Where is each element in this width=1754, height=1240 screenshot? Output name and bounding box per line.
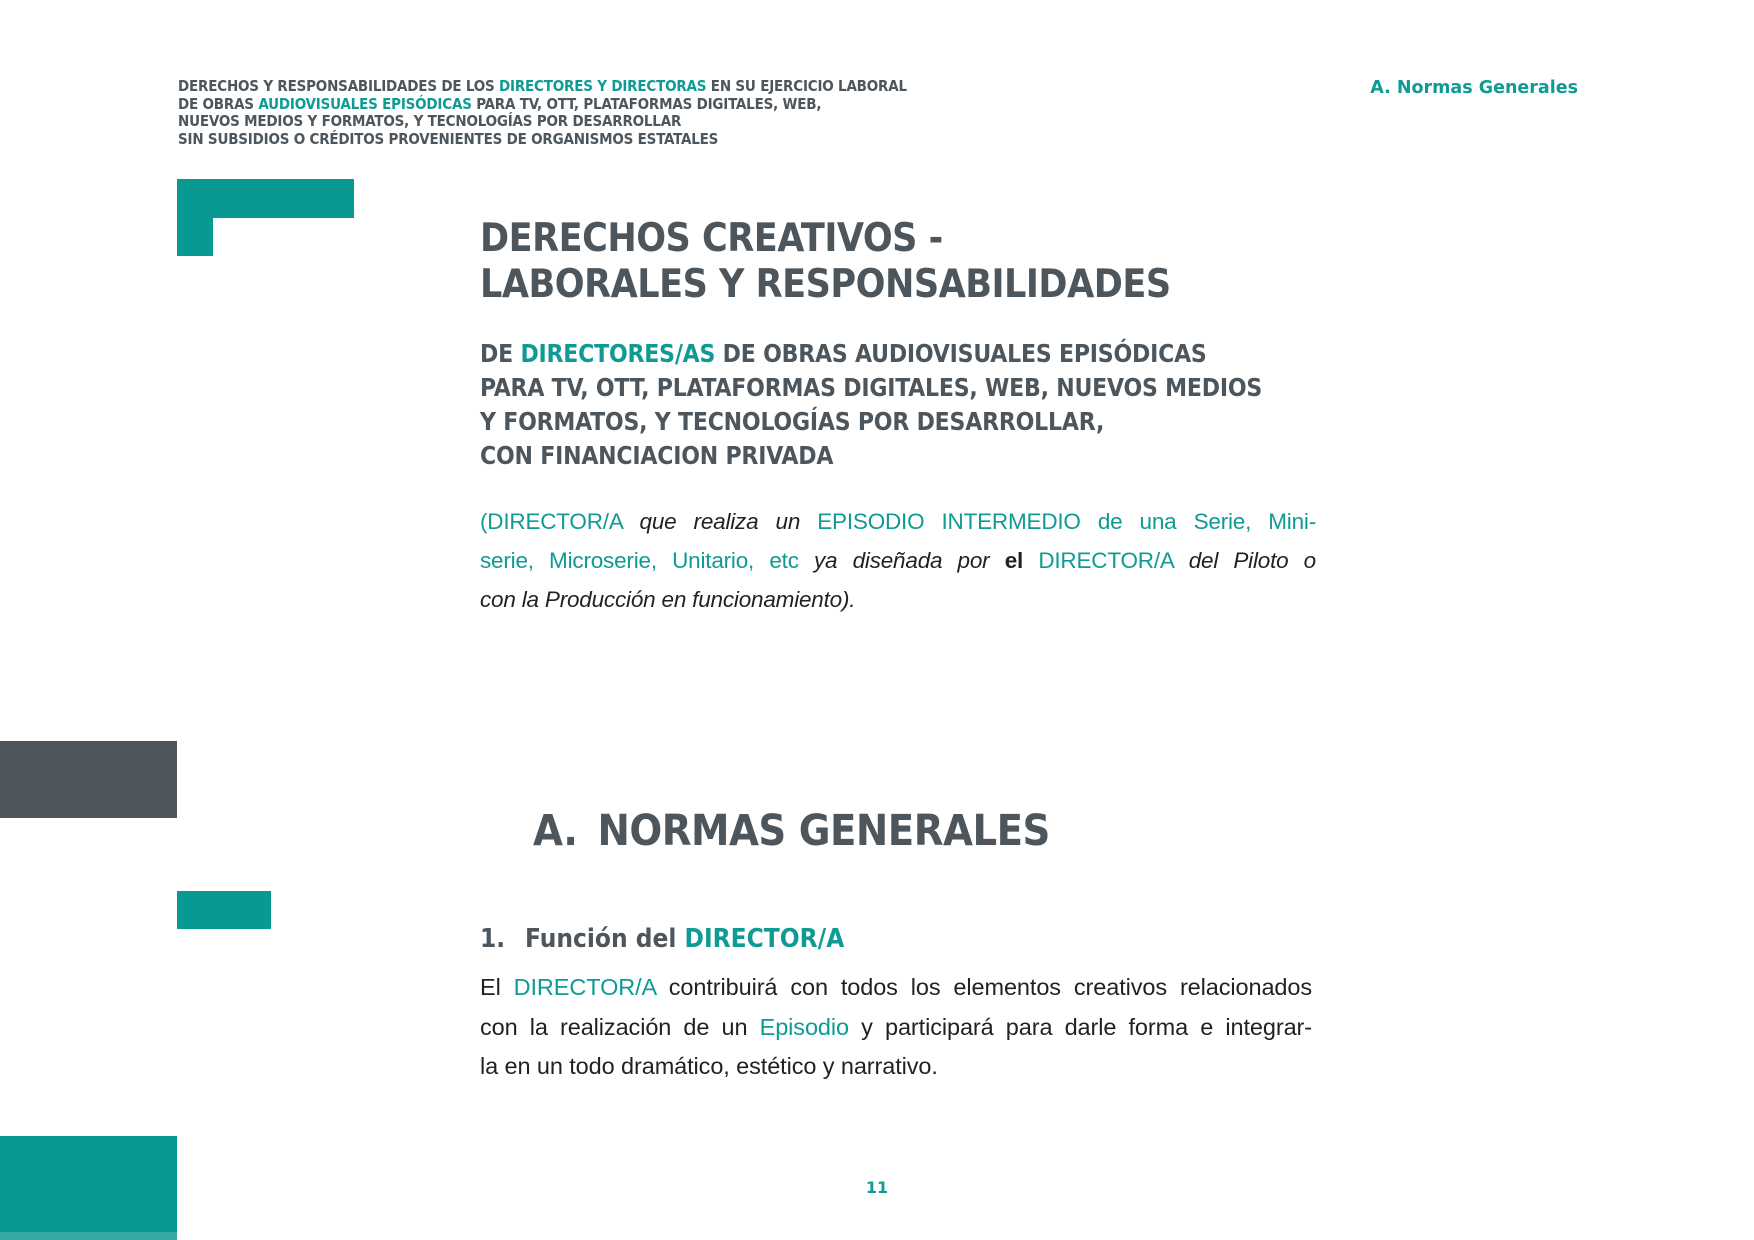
decorative-teal-bottom-strip — [0, 1232, 177, 1240]
text-line: PARA TV, OTT, PLATAFORMAS DIGITALES, WEB, NUEVOS MEDIOS — [480, 373, 1263, 402]
intro-parenthetical-note — [480, 502, 1316, 619]
text-line: serie, Microserie, Unitario, etc ya diseñada por el DIRECTOR/A del Piloto o — [480, 548, 1316, 573]
decorative-teal-flag-leg — [177, 179, 213, 256]
page-title — [480, 216, 1380, 308]
text-line: Y FORMATOS, Y TECNOLOGÍAS POR DESARROLLAR, — [480, 407, 1105, 436]
text-line: la en un todo dramático, estético y narrativo. — [480, 1053, 938, 1079]
text-line: con la realización de un Episodio y participará para darle forma e integrar- — [480, 1013, 1312, 1040]
body-paragraph — [480, 968, 1312, 1087]
text-line: DE OBRAS AUDIOVISUALES EPISÓDICAS PARA TV, OTT, PLATAFORMAS DIGITALES, WEB, — [178, 94, 822, 113]
text-line: con la Producción en funcionamiento). — [480, 587, 856, 612]
text-line: DE DIRECTORES/AS DE OBRAS AUDIOVISUALES EPISÓDICAS — [480, 339, 1207, 368]
item-1-heading — [480, 924, 844, 954]
item-1-number: 1. — [480, 924, 506, 954]
text-line: LABORALES Y RESPONSABILIDADES — [480, 262, 1171, 308]
decorative-gray-block — [0, 741, 177, 818]
text-line: (DIRECTOR/A que realiza un EPISODIO INTERMEDIO de una Serie, Mini- — [480, 509, 1316, 534]
section-a-number: A. — [533, 805, 578, 856]
page-number: 11 — [865, 1178, 889, 1197]
text-line: DERECHOS CREATIVOS - — [480, 216, 943, 262]
text-line: SIN SUBSIDIOS O CRÉDITOS PROVENIENTES DE ORGANISMOS ESTATALES — [178, 129, 719, 148]
page-subtitle — [480, 337, 1380, 473]
section-a-heading — [533, 806, 1050, 856]
decorative-teal-small-block — [177, 891, 271, 929]
text-line: NUEVOS MEDIOS Y FORMATOS, Y TECNOLOGÍAS POR DESARROLLAR — [178, 112, 682, 130]
text-line: El DIRECTOR/A contribuirá con todos los elementos creativos relacionados — [480, 974, 1312, 1000]
section-a-title: NORMAS GENERALES — [597, 805, 1050, 856]
item-1-title: Función del DIRECTOR/A — [525, 924, 845, 954]
header-section-reference: A. Normas Generales — [1370, 78, 1578, 98]
text-line: DERECHOS Y RESPONSABILIDADES DE LOS DIRECTORES Y DIRECTORAS EN SU EJERCICIO LABORAL — [178, 77, 907, 95]
running-header-title — [178, 78, 1078, 148]
text-line: CON FINANCIACION PRIVADA — [480, 441, 834, 470]
